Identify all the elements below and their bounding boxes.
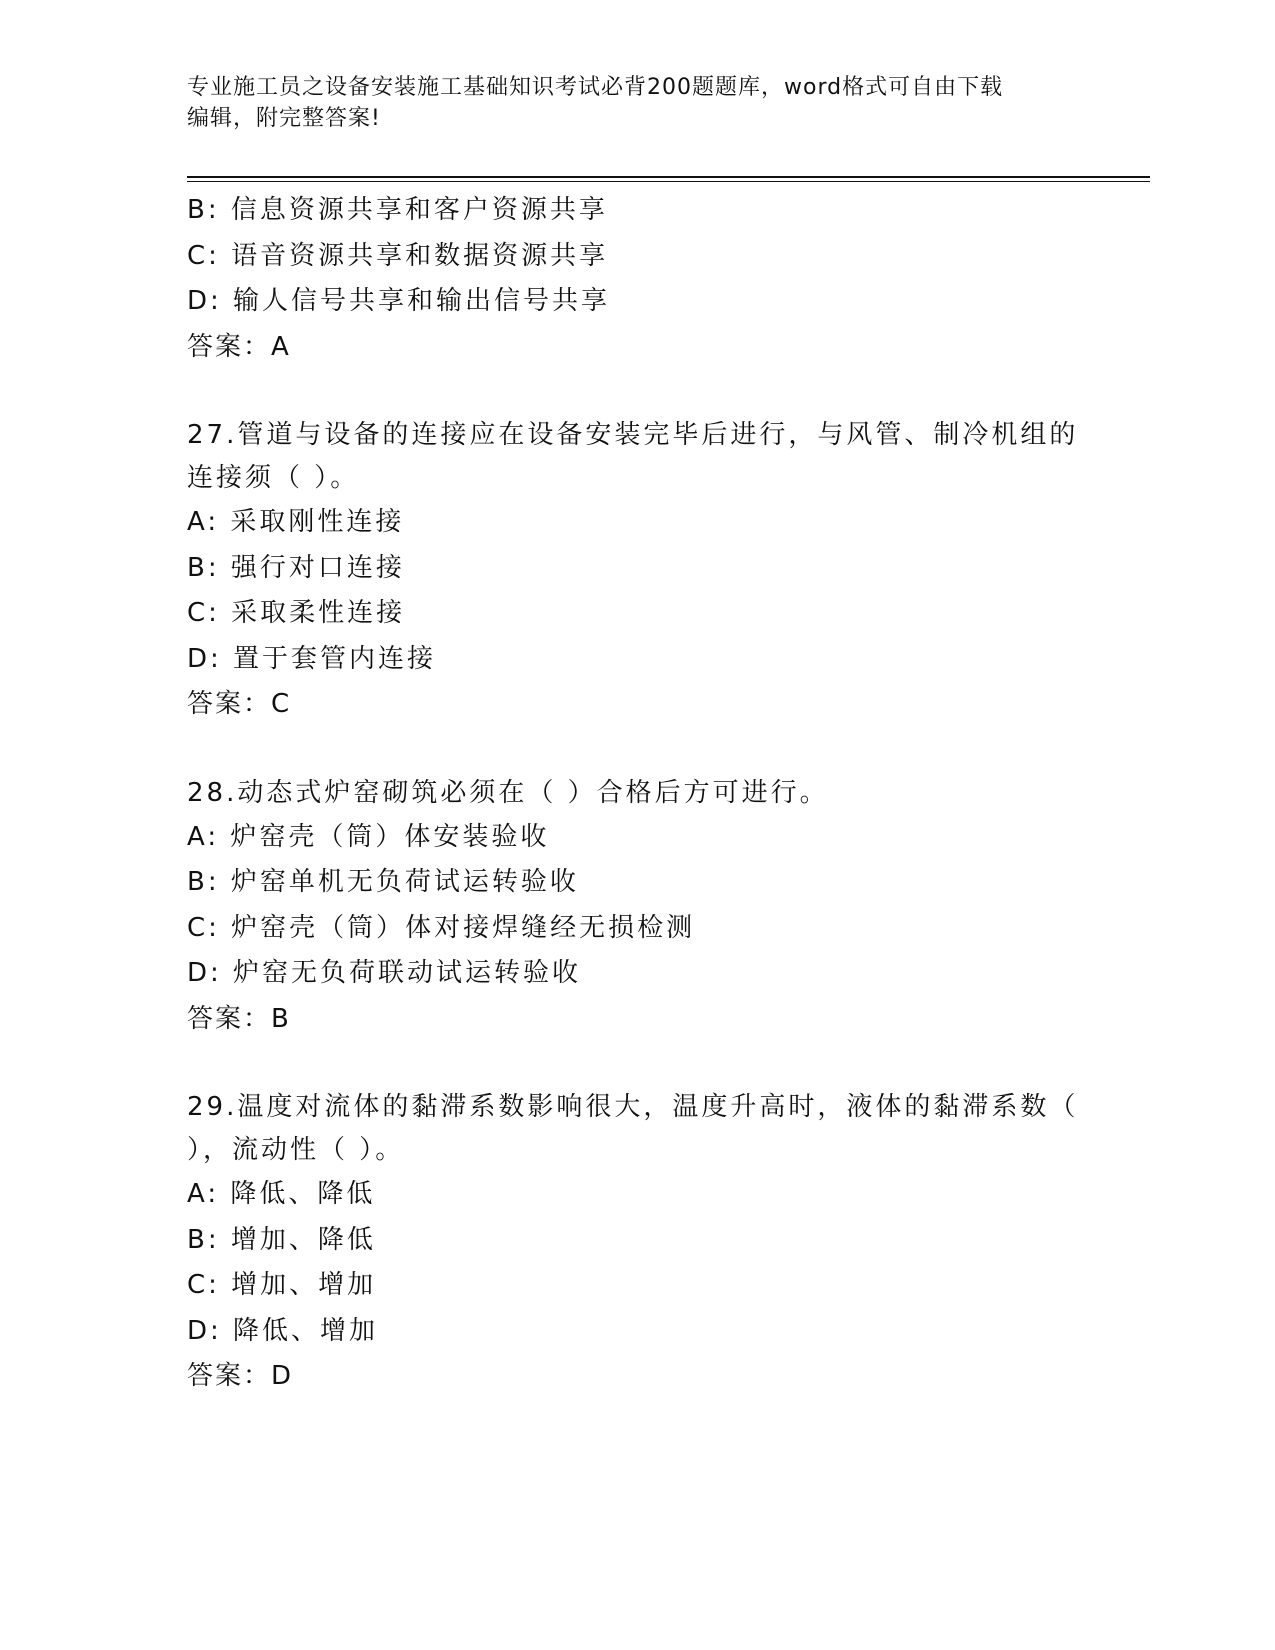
option-c: C: 语音资源共享和数据资源共享	[187, 240, 609, 271]
option-d: D: 降低、增加	[187, 1315, 379, 1346]
option-a: A: 降低、降低	[187, 1179, 376, 1209]
option-d: D: 输人信号共享和输出信号共享	[187, 286, 611, 316]
question-stem-continued: 连接须（ ）。	[187, 463, 360, 493]
option-b: B: 信息资源共享和客户资源共享	[187, 195, 608, 225]
question-29	[187, 1086, 1087, 1400]
header-title-line-2: 编辑，附完整答案!	[187, 106, 381, 131]
question-content	[187, 188, 1087, 1400]
option-a: A: 采取刚性连接	[187, 507, 405, 537]
option-c: C: 炉窑壳（筒）体对接焊缝经无损检测	[187, 912, 696, 943]
answer-line: 答案：C	[187, 689, 292, 719]
option-a: A: 炉窑壳（筒）体安装验收	[187, 821, 550, 852]
option-c: C: 增加、增加	[187, 1270, 377, 1300]
option-b: B: 强行对口连接	[187, 552, 405, 583]
question-stem: 27.管道与设备的连接应在设备安装完毕后进行，与风管、制冷机组的	[187, 420, 1079, 450]
answer-line: 答案：B	[187, 1003, 291, 1034]
option-b: B: 炉窑单机无负荷试运转验收	[187, 867, 579, 897]
option-d: D: 炉窑无负荷联动试运转验收	[187, 958, 582, 988]
option-d: D: 置于套管内连接	[187, 643, 437, 674]
question-28	[187, 772, 1087, 1043]
question-stem: 28.动态式炉窑砌筑必须在（ ）合格后方可进行。	[187, 777, 829, 808]
document-header	[187, 72, 1067, 134]
answer-line: 答案：A	[187, 331, 291, 362]
header-divider-thin	[187, 181, 1150, 182]
question-stem-continued: ），流动性（ ）。	[187, 1135, 405, 1165]
option-b: B: 增加、降低	[187, 1224, 376, 1255]
question-stem: 29.温度对流体的黏滞系数影响很大，温度升高时，液体的黏滞系数（	[187, 1092, 1079, 1122]
header-title-line-1: 专业施工员之设备安装施工基础知识考试必背200题题库，word格式可自由下载	[187, 75, 1004, 100]
option-c: C: 采取柔性连接	[187, 598, 406, 628]
question-27	[187, 414, 1087, 728]
answer-line: 答案：D	[187, 1361, 294, 1391]
header-divider-thick	[187, 176, 1150, 178]
previous-question-tail	[187, 188, 1087, 370]
